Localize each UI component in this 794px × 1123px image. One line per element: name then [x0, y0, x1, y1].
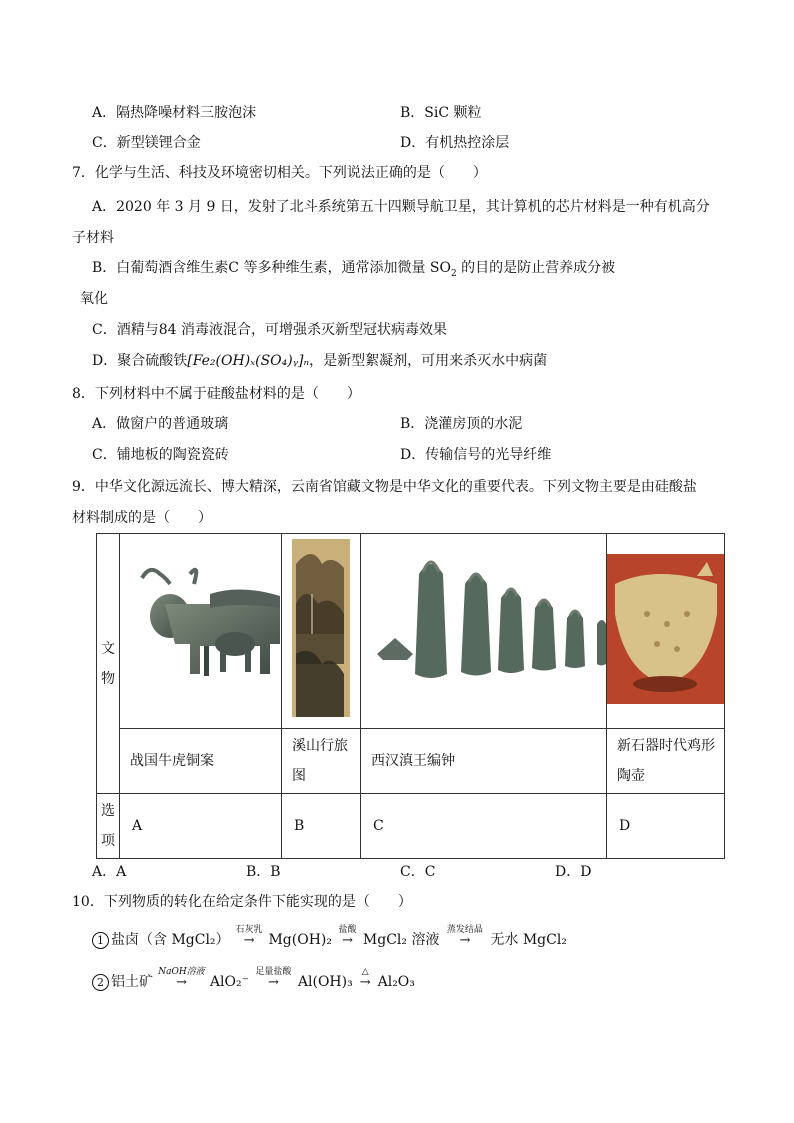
route2-start: 铝土矿: [111, 974, 153, 990]
q7-d-pre: D．聚合硫酸铁: [92, 353, 188, 369]
relic-name-b-line2: 图: [292, 768, 306, 784]
q7-d-formula: [Fe₂(OH)ₓ(SO₄)ᵧ]ₙ: [187, 353, 310, 369]
relic-name-a: [120, 729, 282, 794]
row-label-relic-char1: 文: [101, 640, 115, 657]
q7-option-b-line2: 氧化: [80, 291, 108, 307]
route1-mid-2: MgCl₂ 溶液: [362, 932, 440, 948]
q9-answer-a: A．A: [92, 864, 127, 880]
relic-letter-c: C: [361, 794, 607, 859]
bronze-bells-image: [361, 534, 606, 724]
relic-letter-d: D: [607, 794, 725, 859]
q6-option-a: A．隔热降噪材料三胺泡沫: [92, 105, 257, 121]
row-label-option: [97, 794, 120, 859]
route2-cond-1: NaOH溶液: [158, 967, 205, 977]
relic-image-landscape-painting: [282, 534, 361, 729]
q7-option-a-line2: 子材料: [72, 230, 114, 246]
route1-cond-2: 盐酸: [338, 925, 357, 935]
route2-cond-3: △: [361, 967, 369, 977]
route1-start: 盐卤（含 MgCl₂）: [111, 932, 230, 948]
q6-option-d: D．有机热控涂层: [400, 135, 510, 151]
row-label-option-char2: 项: [101, 833, 115, 849]
bronze-ox-image: [120, 534, 281, 724]
row-label-relic: [97, 534, 120, 794]
route1-cond-3: 蒸发结晶: [446, 925, 483, 935]
q7-option-a-line1: A．2020 年 3 月 9 日，发射了北斗系统第五十四颗导航卫星，其计算机的芯片材料是一种有机高分: [92, 199, 710, 215]
row-label-relic-char2: 物: [101, 670, 115, 687]
relic-name-d: [607, 729, 725, 794]
q6-option-b: B．SiC 颗粒: [400, 105, 482, 121]
route2-arrow-1: NaOH溶液 →: [157, 972, 205, 993]
route2-arrow-2: 足量盐酸 →: [253, 972, 293, 993]
q7-b-post: 的目的是防止营养成分被: [456, 260, 616, 276]
q9-answer-c: C．C: [400, 864, 436, 880]
q6-option-c: C．新型镁锂合金: [92, 135, 201, 151]
q7-stem: 7．化学与生活、科技及环境密切相关。下列说法正确的是（ ）: [72, 165, 487, 181]
route1-end: 无水 MgCl₂: [490, 932, 567, 948]
q8-stem: 8．下列材料中不属于硅酸盐材料的是（ ）: [72, 386, 361, 402]
q7-option-d: [92, 351, 547, 371]
relic-name-a-text: 战国牛虎铜案: [130, 753, 214, 769]
q8-option-b: B．浇灌房顶的水泥: [400, 416, 523, 432]
relic-name-b: [282, 729, 361, 794]
q9-stem-line2: 材料制成的是（ ）: [72, 510, 212, 526]
circled-number-1: 1: [92, 932, 109, 949]
q7-b-pre: B．白葡萄酒含维生素C 等多种维生素，通常添加微量 SO: [92, 260, 451, 276]
q8-option-c: C．铺地板的陶瓷瓷砖: [92, 447, 229, 463]
route2-cond-2: 足量盐酸: [255, 967, 292, 977]
circled-number-2: 2: [92, 974, 109, 991]
relic-image-ox-tiger-bronze: [120, 534, 282, 729]
route2-end: Al₂O₃: [377, 974, 415, 990]
q10-stem: 10．下列物质的转化在给定条件下能实现的是（ ）: [72, 894, 412, 910]
q7-option-c: C．酒精与84 消毒液混合，可增强杀灭新型冠状病毒效果: [92, 322, 447, 338]
relic-image-bronze-bells: [361, 534, 607, 729]
relic-letter-a: A: [120, 794, 282, 859]
q8-option-d: D．传输信号的光导纤维: [400, 447, 552, 463]
route1-arrow-1: 石灰乳 →: [234, 930, 264, 951]
route1-mid-1: Mg(OH)₂: [268, 932, 332, 948]
route2-arrow-3: △ →: [357, 972, 373, 993]
q7-b-sub: 2: [450, 268, 457, 279]
relic-name-b-line1: 溪山行旅: [292, 738, 348, 754]
relic-image-chicken-pottery: [607, 534, 725, 729]
q10-route-1: [92, 925, 567, 951]
q8-option-a: A．做窗户的普通玻璃: [92, 416, 229, 432]
route2-mid-2: Al(OH)₃: [297, 974, 353, 990]
q10-route-2: [92, 967, 415, 993]
relic-letter-b: B: [282, 794, 361, 859]
relic-name-c-text: 西汉滇王编钟: [371, 753, 455, 769]
relic-name-d-line1: 新石器时代鸡形: [617, 738, 715, 754]
route1-arrow-2: 盐酸 →: [336, 930, 358, 951]
row-label-option-char1: 选: [101, 803, 115, 819]
relics-table: [96, 533, 725, 859]
route2-mid-1: AlO₂⁻: [209, 974, 249, 990]
landscape-painting-image: [282, 534, 360, 724]
q9-answer-d: D．D: [555, 864, 592, 880]
q9-answer-b: B．B: [246, 864, 281, 880]
relic-name-d-line2: 陶壶: [617, 768, 645, 784]
q7-d-post: ，是新型絮凝剂，可用来杀灭水中病菌: [309, 353, 548, 369]
route1-arrow-3: 蒸发结晶 →: [444, 930, 486, 951]
relic-name-c: [361, 729, 607, 794]
route1-cond-1: 石灰乳: [235, 925, 263, 935]
chicken-pottery-image: [607, 534, 724, 724]
q9-stem-line1: 9．中华文化源远流长、博大精深，云南省馆藏文物是中华文化的重要代表。下列文物主要是由硅酸盐: [72, 479, 697, 495]
q7-option-b-line1: [92, 258, 615, 284]
